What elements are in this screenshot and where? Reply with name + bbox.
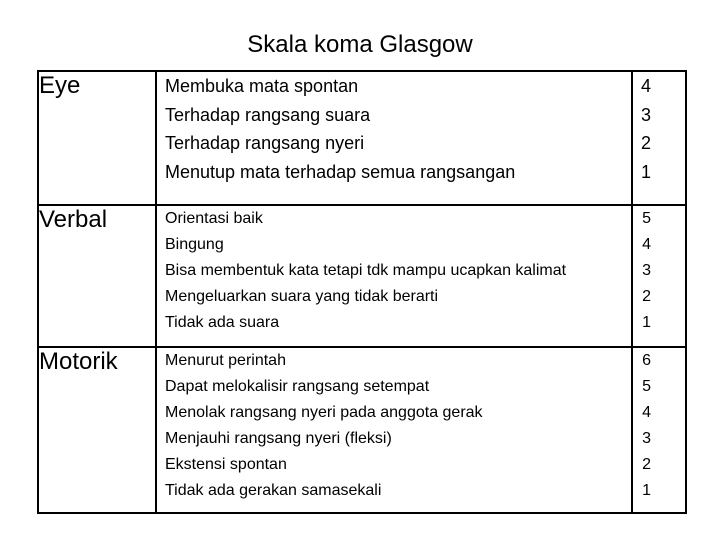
- score-value: 1: [642, 314, 651, 331]
- score-list-eye: [632, 71, 686, 205]
- criterion-item: Menurut perintah: [165, 352, 286, 369]
- table-row-verbal: [38, 205, 686, 347]
- score-value: 4: [642, 236, 651, 253]
- criterion-item: Terhadap rangsang suara: [165, 104, 371, 125]
- score-value: 6: [642, 352, 651, 369]
- criterion-item: Menolak rangsang nyeri pada anggota gerak: [165, 404, 483, 421]
- score-value: 4: [642, 404, 651, 421]
- criterion-item: Tidak ada suara: [165, 314, 280, 331]
- score-value: 2: [642, 456, 651, 473]
- criteria-list-verbal: [156, 205, 632, 347]
- score-value: 1: [640, 161, 651, 182]
- table-row-eye: [38, 71, 686, 205]
- score-list-verbal: [632, 205, 686, 347]
- score-value: 2: [642, 288, 651, 305]
- criteria-list-eye: [156, 71, 632, 205]
- glasgow-coma-scale-table: [37, 70, 687, 514]
- page-title: Skala koma Glasgow: [247, 31, 473, 58]
- score-value: 5: [642, 210, 651, 227]
- score-value: 1: [642, 482, 651, 499]
- criterion-item: Mengeluarkan suara yang tidak berarti: [165, 288, 439, 305]
- criterion-item: Terhadap rangsang nyeri: [165, 133, 365, 153]
- criterion-item: Menutup mata terhadap semua rangsangan: [165, 161, 516, 182]
- score-value: 4: [640, 76, 651, 96]
- criteria-list-motorik: [156, 347, 632, 513]
- score-value: 3: [642, 262, 651, 279]
- score-value: 5: [642, 378, 651, 395]
- score-value: 3: [640, 104, 651, 125]
- criterion-item: Tidak ada gerakan samasekali: [165, 482, 382, 499]
- criterion-item: Membuka mata spontan: [165, 76, 359, 96]
- table-row-motorik: [38, 347, 686, 513]
- criterion-item: Orientasi baik: [165, 210, 263, 227]
- criterion-item: Dapat melokalisir rangsang setempat: [165, 378, 430, 395]
- category-label-motorik: Motorik: [38, 347, 156, 513]
- score-value: 3: [642, 430, 651, 447]
- criterion-item: Bingung: [165, 236, 224, 253]
- score-value: 2: [640, 133, 651, 153]
- criterion-item: Ekstensi spontan: [165, 456, 287, 473]
- category-label-eye: Eye: [38, 71, 156, 205]
- score-list-motorik: [632, 347, 686, 513]
- criterion-item: Menjauhi rangsang nyeri (fleksi): [165, 430, 392, 447]
- category-label-verbal: Verbal: [38, 205, 156, 347]
- criterion-item: Bisa membentuk kata tetapi tdk mampu ucapkan kalimat: [165, 262, 567, 279]
